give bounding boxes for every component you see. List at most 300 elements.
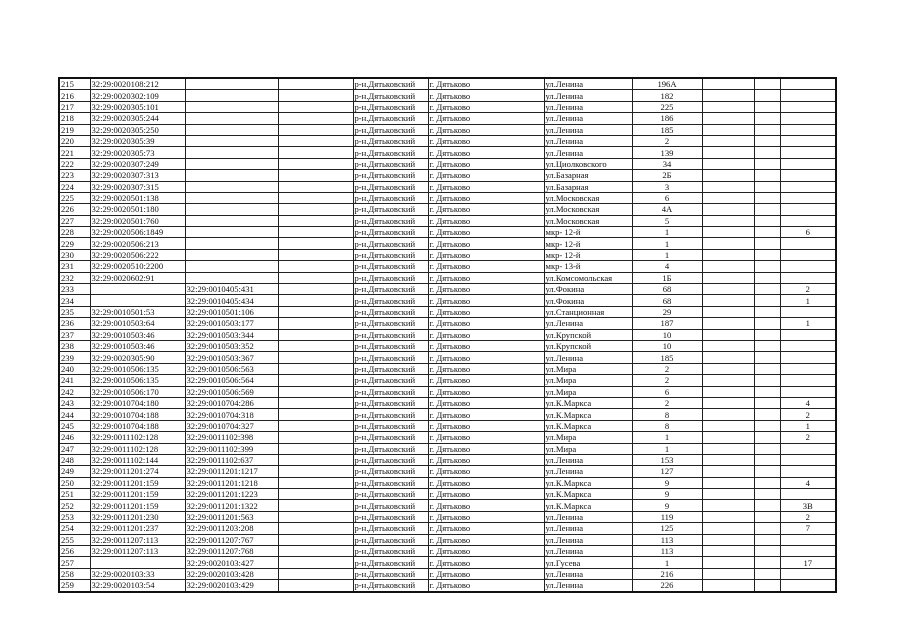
district-cell: р-н.Дятьковский <box>353 249 428 260</box>
flat-number-cell <box>780 135 836 146</box>
district-cell: р-н.Дятьковский <box>353 386 428 397</box>
room-cadastral-number-cell <box>278 375 353 386</box>
flat-number-cell <box>780 249 836 260</box>
room-cadastral-number-cell <box>278 284 353 295</box>
table-row <box>59 113 836 124</box>
house-number-cell: 9 <box>632 489 702 500</box>
room-cadastral-number-cell <box>278 318 353 329</box>
table-row <box>59 272 836 283</box>
room-cadastral-number-cell <box>278 261 353 272</box>
room-cadastral-number-cell <box>278 546 353 557</box>
city-cell: г. Дятьково <box>428 215 544 226</box>
building-cell <box>702 397 754 408</box>
house-number-cell: 4А <box>632 204 702 215</box>
street-cell: ул.Ленина <box>544 534 632 545</box>
room-cadastral-number-cell <box>278 340 353 351</box>
street-cell: ул.Мира <box>544 363 632 374</box>
street-cell: ул.Базарная <box>544 181 632 192</box>
district-cell: р-н.Дятьковский <box>353 500 428 511</box>
district-cell: р-н.Дятьковский <box>353 511 428 522</box>
flat-number-cell <box>780 124 836 135</box>
flat-number-cell <box>780 363 836 374</box>
district-cell: р-н.Дятьковский <box>353 101 428 112</box>
city-cell: г. Дятьково <box>428 295 544 306</box>
street-cell: ул.Ленина <box>544 124 632 135</box>
unit-cell <box>754 443 780 454</box>
building-cadastral-number-cell: 32:29:0010704:286 <box>185 397 278 408</box>
row-number-cell: 244 <box>59 409 90 420</box>
house-number-cell: 1 <box>632 443 702 454</box>
flat-number-cell <box>780 90 836 101</box>
building-cell <box>702 466 754 477</box>
land-cadastral-number-cell: 32:29:0020108:212 <box>90 78 185 90</box>
unit-cell <box>754 397 780 408</box>
building-cell <box>702 306 754 317</box>
building-cell <box>702 78 754 90</box>
building-cell <box>702 557 754 568</box>
table-row <box>59 409 836 420</box>
building-cell <box>702 147 754 158</box>
building-cadastral-number-cell: 32:29:0010503:367 <box>185 352 278 363</box>
building-cell <box>702 204 754 215</box>
house-number-cell: 5 <box>632 215 702 226</box>
land-cadastral-number-cell: 32:29:0010503:64 <box>90 318 185 329</box>
flat-number-cell <box>780 78 836 90</box>
flat-number-cell <box>780 306 836 317</box>
building-cell <box>702 568 754 579</box>
building-cell <box>702 432 754 443</box>
house-number-cell: 6 <box>632 192 702 203</box>
land-cadastral-number-cell: 32:29:0010506:135 <box>90 363 185 374</box>
unit-cell <box>754 249 780 260</box>
unit-cell <box>754 568 780 579</box>
land-cadastral-number-cell: 32:29:0010503:46 <box>90 340 185 351</box>
building-cadastral-number-cell <box>185 249 278 260</box>
table-row <box>59 158 836 169</box>
row-number-cell: 235 <box>59 306 90 317</box>
house-number-cell: 153 <box>632 454 702 465</box>
building-cell <box>702 284 754 295</box>
flat-number-cell <box>780 215 836 226</box>
building-cadastral-number-cell <box>185 78 278 90</box>
building-cadastral-number-cell <box>185 261 278 272</box>
table-row <box>59 432 836 443</box>
building-cadastral-number-cell: 32:29:0011201:563 <box>185 511 278 522</box>
street-cell: ул.Мира <box>544 375 632 386</box>
land-cadastral-number-cell: 32:29:0020305:73 <box>90 147 185 158</box>
city-cell: г. Дятьково <box>428 568 544 579</box>
city-cell: г. Дятьково <box>428 238 544 249</box>
district-cell: р-н.Дятьковский <box>353 113 428 124</box>
room-cadastral-number-cell <box>278 249 353 260</box>
unit-cell <box>754 466 780 477</box>
street-cell: ул.Циолковского <box>544 158 632 169</box>
street-cell: ул.Комсомольская <box>544 272 632 283</box>
city-cell: г. Дятьково <box>428 489 544 500</box>
street-cell: ул.Ленина <box>544 466 632 477</box>
room-cadastral-number-cell <box>278 306 353 317</box>
house-number-cell: 113 <box>632 534 702 545</box>
table-row <box>59 352 836 363</box>
street-cell: мкр- 12-й <box>544 249 632 260</box>
unit-cell <box>754 557 780 568</box>
building-cadastral-number-cell: 32:29:0011102:399 <box>185 443 278 454</box>
unit-cell <box>754 511 780 522</box>
unit-cell <box>754 158 780 169</box>
house-number-cell: 10 <box>632 329 702 340</box>
flat-number-cell <box>780 272 836 283</box>
district-cell: р-н.Дятьковский <box>353 580 428 592</box>
table-row <box>59 489 836 500</box>
flat-number-cell <box>780 181 836 192</box>
table-row <box>59 318 836 329</box>
district-cell: р-н.Дятьковский <box>353 318 428 329</box>
room-cadastral-number-cell <box>278 511 353 522</box>
house-number-cell: 185 <box>632 352 702 363</box>
street-cell: ул.Ленина <box>544 546 632 557</box>
land-cadastral-number-cell: 32:29:0020307:313 <box>90 170 185 181</box>
room-cadastral-number-cell <box>278 454 353 465</box>
flat-number-cell <box>780 113 836 124</box>
street-cell: мкр- 13-й <box>544 261 632 272</box>
city-cell: г. Дятьково <box>428 192 544 203</box>
district-cell: р-н.Дятьковский <box>353 363 428 374</box>
building-cadastral-number-cell: 32:29:0010704:327 <box>185 420 278 431</box>
building-cadastral-number-cell: 32:29:0011102:637 <box>185 454 278 465</box>
row-number-cell: 242 <box>59 386 90 397</box>
land-cadastral-number-cell: 32:29:0020307:249 <box>90 158 185 169</box>
street-cell: ул.Мира <box>544 443 632 454</box>
building-cadastral-number-cell <box>185 215 278 226</box>
district-cell: р-н.Дятьковский <box>353 432 428 443</box>
flat-number-cell: 6 <box>780 227 836 238</box>
house-number-cell: 186 <box>632 113 702 124</box>
room-cadastral-number-cell <box>278 534 353 545</box>
land-cadastral-number-cell: 32:29:0020501:180 <box>90 204 185 215</box>
flat-number-cell <box>780 386 836 397</box>
street-cell: ул.Крупской <box>544 340 632 351</box>
unit-cell <box>754 340 780 351</box>
building-cell <box>702 158 754 169</box>
building-cadastral-number-cell: 32:29:0010503:344 <box>185 329 278 340</box>
flat-number-cell <box>780 568 836 579</box>
city-cell: г. Дятьково <box>428 306 544 317</box>
street-cell: ул.Станционная <box>544 306 632 317</box>
city-cell: г. Дятьково <box>428 386 544 397</box>
city-cell: г. Дятьково <box>428 261 544 272</box>
house-number-cell: 1 <box>632 557 702 568</box>
building-cadastral-number-cell: 32:29:0020103:427 <box>185 557 278 568</box>
row-number-cell: 232 <box>59 272 90 283</box>
house-number-cell: 2 <box>632 135 702 146</box>
table-row <box>59 511 836 522</box>
flat-number-cell <box>780 147 836 158</box>
flat-number-cell <box>780 546 836 557</box>
district-cell: р-н.Дятьковский <box>353 477 428 488</box>
building-cell <box>702 511 754 522</box>
city-cell: г. Дятьково <box>428 523 544 534</box>
district-cell: р-н.Дятьковский <box>353 147 428 158</box>
city-cell: г. Дятьково <box>428 409 544 420</box>
house-number-cell: 9 <box>632 500 702 511</box>
building-cadastral-number-cell <box>185 272 278 283</box>
city-cell: г. Дятьково <box>428 466 544 477</box>
row-number-cell: 223 <box>59 170 90 181</box>
unit-cell <box>754 580 780 592</box>
house-number-cell: 185 <box>632 124 702 135</box>
row-number-cell: 258 <box>59 568 90 579</box>
city-cell: г. Дятьково <box>428 170 544 181</box>
room-cadastral-number-cell <box>278 466 353 477</box>
street-cell: мкр- 12-й <box>544 227 632 238</box>
registry-table-body <box>59 78 836 592</box>
district-cell: р-н.Дятьковский <box>353 329 428 340</box>
district-cell: р-н.Дятьковский <box>353 409 428 420</box>
row-number-cell: 243 <box>59 397 90 408</box>
unit-cell <box>754 500 780 511</box>
city-cell: г. Дятьково <box>428 90 544 101</box>
building-cadastral-number-cell <box>185 181 278 192</box>
room-cadastral-number-cell <box>278 90 353 101</box>
district-cell: р-н.Дятьковский <box>353 466 428 477</box>
unit-cell <box>754 215 780 226</box>
row-number-cell: 239 <box>59 352 90 363</box>
house-number-cell: 187 <box>632 318 702 329</box>
city-cell: г. Дятьково <box>428 204 544 215</box>
unit-cell <box>754 101 780 112</box>
unit-cell <box>754 546 780 557</box>
flat-number-cell <box>780 375 836 386</box>
house-number-cell: 9 <box>632 477 702 488</box>
flat-number-cell <box>780 329 836 340</box>
table-row <box>59 90 836 101</box>
row-number-cell: 249 <box>59 466 90 477</box>
building-cadastral-number-cell: 32:29:0011102:398 <box>185 432 278 443</box>
district-cell: р-н.Дятьковский <box>353 135 428 146</box>
row-number-cell: 246 <box>59 432 90 443</box>
flat-number-cell: 4 <box>780 397 836 408</box>
land-cadastral-number-cell: 32:29:0011201:159 <box>90 477 185 488</box>
street-cell: ул.К.Маркса <box>544 500 632 511</box>
land-cadastral-number-cell: 32:29:0020307:315 <box>90 181 185 192</box>
building-cell <box>702 215 754 226</box>
table-row <box>59 477 836 488</box>
city-cell: г. Дятьково <box>428 534 544 545</box>
street-cell: ул.К.Маркса <box>544 397 632 408</box>
city-cell: г. Дятьково <box>428 443 544 454</box>
building-cadastral-number-cell: 32:29:0011201:1217 <box>185 466 278 477</box>
house-number-cell: 139 <box>632 147 702 158</box>
house-number-cell: 2 <box>632 363 702 374</box>
flat-number-cell: 3В <box>780 500 836 511</box>
row-number-cell: 240 <box>59 363 90 374</box>
room-cadastral-number-cell <box>278 192 353 203</box>
room-cadastral-number-cell <box>278 409 353 420</box>
house-number-cell: 1 <box>632 432 702 443</box>
unit-cell <box>754 375 780 386</box>
land-cadastral-number-cell <box>90 557 185 568</box>
district-cell: р-н.Дятьковский <box>353 272 428 283</box>
street-cell: ул.К.Маркса <box>544 489 632 500</box>
registry-table <box>58 77 837 593</box>
table-row <box>59 215 836 226</box>
house-number-cell: 2Б <box>632 170 702 181</box>
district-cell: р-н.Дятьковский <box>353 238 428 249</box>
street-cell: ул.Гусева <box>544 557 632 568</box>
building-cadastral-number-cell <box>185 170 278 181</box>
room-cadastral-number-cell <box>278 557 353 568</box>
land-cadastral-number-cell: 32:29:0010506:170 <box>90 386 185 397</box>
room-cadastral-number-cell <box>278 124 353 135</box>
row-number-cell: 226 <box>59 204 90 215</box>
land-cadastral-number-cell: 32:29:0011201:159 <box>90 489 185 500</box>
unit-cell <box>754 329 780 340</box>
room-cadastral-number-cell <box>278 352 353 363</box>
land-cadastral-number-cell: 32:29:0011201:230 <box>90 511 185 522</box>
row-number-cell: 233 <box>59 284 90 295</box>
unit-cell <box>754 363 780 374</box>
building-cell <box>702 523 754 534</box>
building-cell <box>702 90 754 101</box>
street-cell: ул.Базарная <box>544 170 632 181</box>
land-cadastral-number-cell: 32:29:0020305:250 <box>90 124 185 135</box>
building-cell <box>702 181 754 192</box>
row-number-cell: 238 <box>59 340 90 351</box>
table-row <box>59 397 836 408</box>
row-number-cell: 255 <box>59 534 90 545</box>
house-number-cell: 119 <box>632 511 702 522</box>
city-cell: г. Дятьково <box>428 101 544 112</box>
room-cadastral-number-cell <box>278 238 353 249</box>
building-cell <box>702 420 754 431</box>
room-cadastral-number-cell <box>278 523 353 534</box>
flat-number-cell <box>780 340 836 351</box>
street-cell: ул.Ленина <box>544 523 632 534</box>
flat-number-cell: 17 <box>780 557 836 568</box>
street-cell: ул.Фокина <box>544 295 632 306</box>
city-cell: г. Дятьково <box>428 375 544 386</box>
building-cadastral-number-cell: 32:29:0010506:564 <box>185 375 278 386</box>
flat-number-cell <box>780 101 836 112</box>
building-cell <box>702 454 754 465</box>
row-number-cell: 219 <box>59 124 90 135</box>
row-number-cell: 241 <box>59 375 90 386</box>
building-cell <box>702 170 754 181</box>
room-cadastral-number-cell <box>278 215 353 226</box>
table-row <box>59 170 836 181</box>
city-cell: г. Дятьково <box>428 158 544 169</box>
row-number-cell: 229 <box>59 238 90 249</box>
room-cadastral-number-cell <box>278 101 353 112</box>
table-row <box>59 135 836 146</box>
land-cadastral-number-cell: 32:29:0020501:760 <box>90 215 185 226</box>
building-cadastral-number-cell <box>185 124 278 135</box>
street-cell: ул.Ленина <box>544 580 632 592</box>
street-cell: ул.Московская <box>544 204 632 215</box>
building-cadastral-number-cell: 32:29:0010501:106 <box>185 306 278 317</box>
flat-number-cell <box>780 454 836 465</box>
city-cell: г. Дятьково <box>428 432 544 443</box>
building-cadastral-number-cell <box>185 101 278 112</box>
district-cell: р-н.Дятьковский <box>353 443 428 454</box>
room-cadastral-number-cell <box>278 135 353 146</box>
row-number-cell: 224 <box>59 181 90 192</box>
land-cadastral-number-cell: 32:29:0020305:101 <box>90 101 185 112</box>
building-cadastral-number-cell: 32:29:0010503:177 <box>185 318 278 329</box>
unit-cell <box>754 261 780 272</box>
unit-cell <box>754 420 780 431</box>
building-cadastral-number-cell <box>185 227 278 238</box>
house-number-cell: 6 <box>632 386 702 397</box>
room-cadastral-number-cell <box>278 363 353 374</box>
building-cadastral-number-cell <box>185 147 278 158</box>
table-row <box>59 546 836 557</box>
district-cell: р-н.Дятьковский <box>353 454 428 465</box>
row-number-cell: 254 <box>59 523 90 534</box>
house-number-cell: 182 <box>632 90 702 101</box>
street-cell: мкр- 12-й <box>544 238 632 249</box>
district-cell: р-н.Дятьковский <box>353 204 428 215</box>
district-cell: р-н.Дятьковский <box>353 181 428 192</box>
table-row <box>59 295 836 306</box>
unit-cell <box>754 113 780 124</box>
city-cell: г. Дятьково <box>428 147 544 158</box>
building-cell <box>702 318 754 329</box>
unit-cell <box>754 135 780 146</box>
building-cell <box>702 249 754 260</box>
unit-cell <box>754 227 780 238</box>
district-cell: р-н.Дятьковский <box>353 352 428 363</box>
house-number-cell: 34 <box>632 158 702 169</box>
city-cell: г. Дятьково <box>428 477 544 488</box>
city-cell: г. Дятьково <box>428 580 544 592</box>
flat-number-cell <box>780 192 836 203</box>
land-cadastral-number-cell <box>90 284 185 295</box>
table-row <box>59 227 836 238</box>
city-cell: г. Дятьково <box>428 181 544 192</box>
land-cadastral-number-cell: 32:29:0020103:54 <box>90 580 185 592</box>
table-row <box>59 78 836 90</box>
room-cadastral-number-cell <box>278 443 353 454</box>
street-cell: ул.Московская <box>544 192 632 203</box>
land-cadastral-number-cell: 32:29:0010704:188 <box>90 409 185 420</box>
city-cell: г. Дятьково <box>428 329 544 340</box>
street-cell: ул.К.Маркса <box>544 477 632 488</box>
building-cell <box>702 546 754 557</box>
room-cadastral-number-cell <box>278 329 353 340</box>
building-cell <box>702 238 754 249</box>
street-cell: ул.К.Маркса <box>544 409 632 420</box>
land-cadastral-number-cell: 32:29:0011102:144 <box>90 454 185 465</box>
city-cell: г. Дятьково <box>428 340 544 351</box>
street-cell: ул.Ленина <box>544 135 632 146</box>
unit-cell <box>754 386 780 397</box>
house-number-cell: 127 <box>632 466 702 477</box>
house-number-cell: 29 <box>632 306 702 317</box>
row-number-cell: 220 <box>59 135 90 146</box>
street-cell: ул.Ленина <box>544 78 632 90</box>
building-cell <box>702 534 754 545</box>
room-cadastral-number-cell <box>278 477 353 488</box>
building-cadastral-number-cell: 32:29:0010405:434 <box>185 295 278 306</box>
row-number-cell: 259 <box>59 580 90 592</box>
building-cell <box>702 124 754 135</box>
city-cell: г. Дятьково <box>428 227 544 238</box>
building-cell <box>702 477 754 488</box>
building-cadastral-number-cell: 32:29:0011207:767 <box>185 534 278 545</box>
flat-number-cell <box>780 238 836 249</box>
house-number-cell: 2 <box>632 397 702 408</box>
